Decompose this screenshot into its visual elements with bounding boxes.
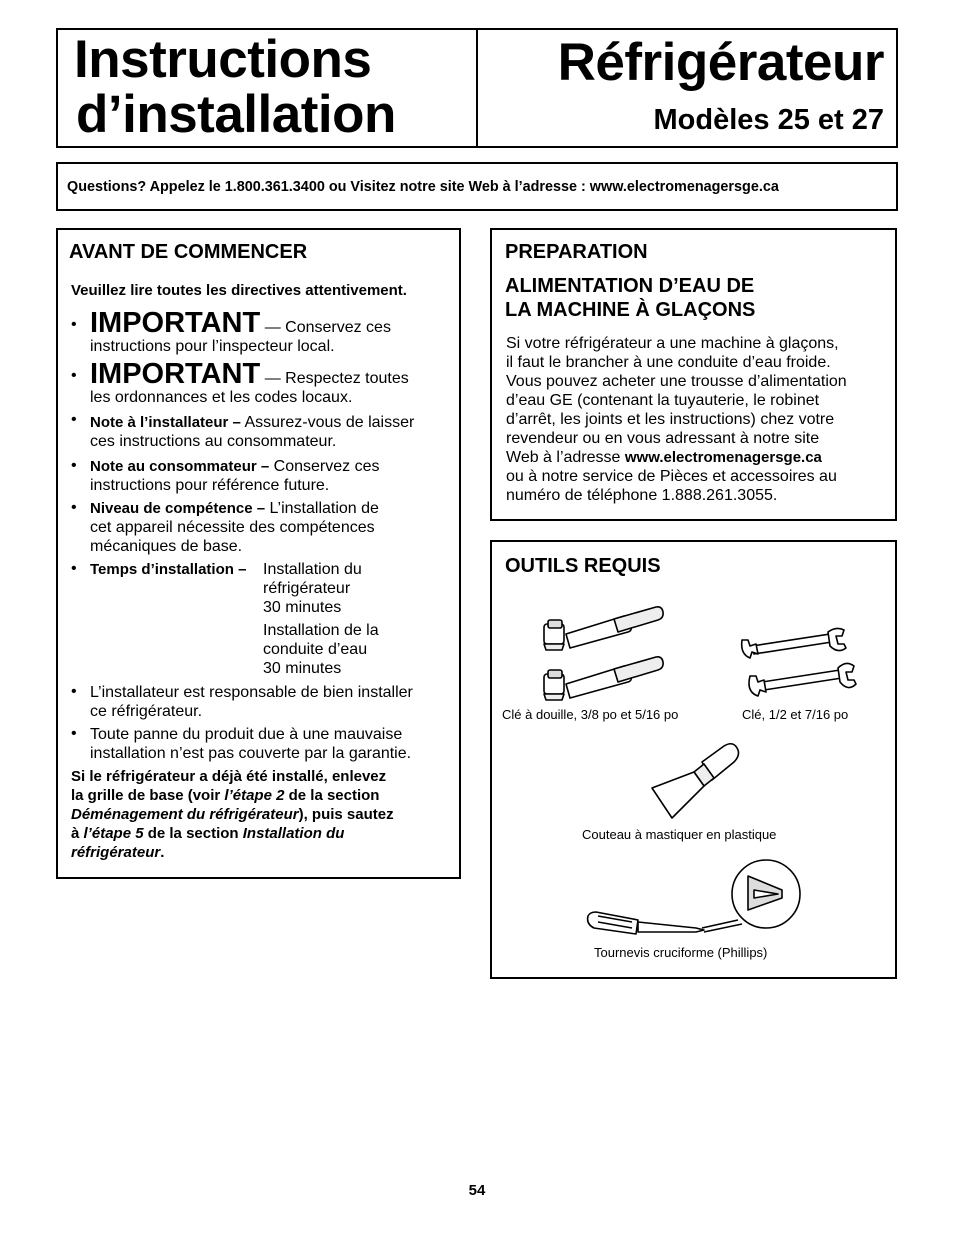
section-heading: OUTILS REQUIS (505, 555, 661, 577)
final-l4b: l’étape 5 (83, 825, 144, 842)
niveau-label: Niveau de compétence – (90, 500, 266, 517)
website-link[interactable]: www.electromenagersge.ca (624, 449, 822, 466)
avant-de-commencer-section (56, 228, 461, 879)
bullet-icon: • (71, 367, 77, 384)
note-consommateur-label: Note au consommateur – (90, 458, 270, 475)
temps-a-line3: 30 minutes (263, 599, 342, 616)
subheading-line2: LA MACHINE À GLAÇONS (505, 299, 756, 321)
note-consommateur-text: Conservez ces (273, 458, 380, 475)
note-installateur-text: Assurez-vous de laisser (244, 414, 415, 431)
note-consommateur-line2: instructions pour référence future. (90, 477, 330, 494)
prep-line: Si votre réfrigérateur a une machine à glaçons, (506, 335, 839, 352)
bullet-icon: • (71, 411, 77, 428)
open-end-wrench-icon (738, 624, 858, 704)
temps-installation-label (90, 560, 246, 579)
outils-requis-section (490, 540, 897, 979)
important-2-line2: les ordonnances et les codes locaux. (90, 389, 353, 406)
niveau-competence (90, 499, 379, 518)
doc-title (74, 32, 396, 142)
socket-wrench-caption: Clé à douille, 3/8 po et 5/16 po (502, 707, 679, 722)
prep-line: il faut le brancher à une conduite d’eau froide. (506, 354, 831, 371)
prep-web-prefix: Web à l’adresse (506, 449, 625, 466)
prep-line: Vous pouvez acheter une trousse d’alimentation (506, 373, 847, 390)
contact-bar (56, 162, 898, 211)
final-l2c: de la section (284, 787, 380, 804)
doc-title-line2: d’installation (76, 85, 396, 144)
bullet-icon: • (71, 683, 77, 700)
final-l4d: Installation du (242, 825, 345, 842)
temps-b-line3: 30 minutes (263, 660, 342, 677)
temps-a-line1: Installation du (263, 561, 362, 578)
page-header (56, 28, 898, 148)
product-models: Modèles 25 et 27 (653, 104, 884, 136)
header-left-panel (58, 30, 478, 146)
final-note-line3 (71, 805, 394, 824)
section-heading: PREPARATION (505, 241, 648, 263)
important-label: IMPORTANT (90, 358, 261, 390)
note-consommateur (90, 457, 380, 476)
screwdriver-caption: Tournevis cruciforme (Phillips) (594, 945, 768, 960)
socket-wrench-icon (538, 602, 668, 702)
important-text: — Conservez ces (264, 319, 391, 336)
prep-line: revendeur ou en vous adressant à notre site (506, 430, 820, 447)
note-installateur-label: Note à l’installateur – (90, 414, 241, 431)
note-installateur-line2: ces instructions au consommateur. (90, 433, 337, 450)
niveau-line2: cet appareil nécessite des compétences (90, 519, 375, 536)
subheading-line1: ALIMENTATION D’EAU DE (505, 275, 755, 297)
panne-line2: installation n’est pas couverte par la garantie. (90, 745, 412, 762)
responsabilite-line1: L’installateur est responsable de bien installer (90, 684, 413, 701)
final-l3a: Déménagement du réfrigérateur (71, 806, 299, 823)
putty-knife-caption: Couteau à mastiquer en plastique (582, 827, 777, 842)
phillips-screwdriver-icon (586, 860, 806, 940)
final-note-line1: Si le réfrigérateur a déjà été installé, enlevez (71, 768, 387, 785)
final-note-line4 (71, 824, 344, 843)
wrench-caption: Clé, 1/2 et 7/16 po (742, 707, 849, 722)
contact-text: Questions? Appelez le 1.800.361.3400 ou Visitez notre site Web à l’adresse : www.electromenagersge.ca (67, 179, 779, 195)
bullet-icon: • (71, 499, 77, 516)
important-label: IMPORTANT (90, 307, 261, 339)
responsabilite-line2: ce réfrigérateur. (90, 703, 203, 720)
final-l2b: l’étape 2 (224, 787, 285, 804)
final-l4c: de la section (143, 825, 243, 842)
intro-text: Veuillez lire toutes les directives attentivement. (71, 282, 407, 299)
final-l3b: ), puis sautez (298, 806, 394, 823)
prep-line: d’eau GE (contenant la tuyauterie, le robinet (506, 392, 820, 409)
doc-title-line1: Instructions (74, 30, 372, 89)
final-l4a: à (71, 825, 84, 842)
temps-label: Temps d’installation – (90, 561, 247, 578)
panne-line1: Toute panne du produit due à une mauvaise (90, 726, 403, 743)
section-heading: AVANT DE COMMENCER (69, 241, 308, 263)
final-l2a: la grille de base (voir (71, 787, 225, 804)
niveau-text: L’installation de (269, 500, 379, 517)
preparation-section (490, 228, 897, 521)
prep-line: d’arrêt, les joints et les instructions) chez votre (506, 411, 835, 428)
important-text: — Respectez toutes (264, 370, 409, 387)
putty-knife-icon (642, 742, 742, 822)
temps-b-line2: conduite d’eau (263, 641, 368, 658)
bullet-icon: • (71, 316, 77, 333)
temps-b-line1: Installation de la (263, 622, 379, 639)
niveau-line3: mécaniques de base. (90, 538, 243, 555)
final-l5a: réfrigérateur (71, 844, 161, 861)
final-note-line5 (71, 843, 164, 862)
prep-line: ou à notre service de Pièces et accessoires au (506, 468, 837, 485)
note-installateur (90, 413, 414, 432)
prep-web-line (506, 448, 822, 467)
temps-a-line2: réfrigérateur (263, 580, 351, 597)
bullet-icon: • (71, 457, 77, 474)
product-title: Réfrigérateur (557, 33, 884, 92)
final-l5b: . (160, 844, 165, 861)
bullet-icon: • (71, 725, 77, 742)
final-note-line2 (71, 786, 379, 805)
important-1-line2: instructions pour l’inspecteur local. (90, 338, 335, 355)
prep-line: numéro de téléphone 1.888.261.3055. (506, 487, 778, 504)
page-number: 54 (468, 1182, 486, 1199)
bullet-icon: • (71, 560, 77, 577)
